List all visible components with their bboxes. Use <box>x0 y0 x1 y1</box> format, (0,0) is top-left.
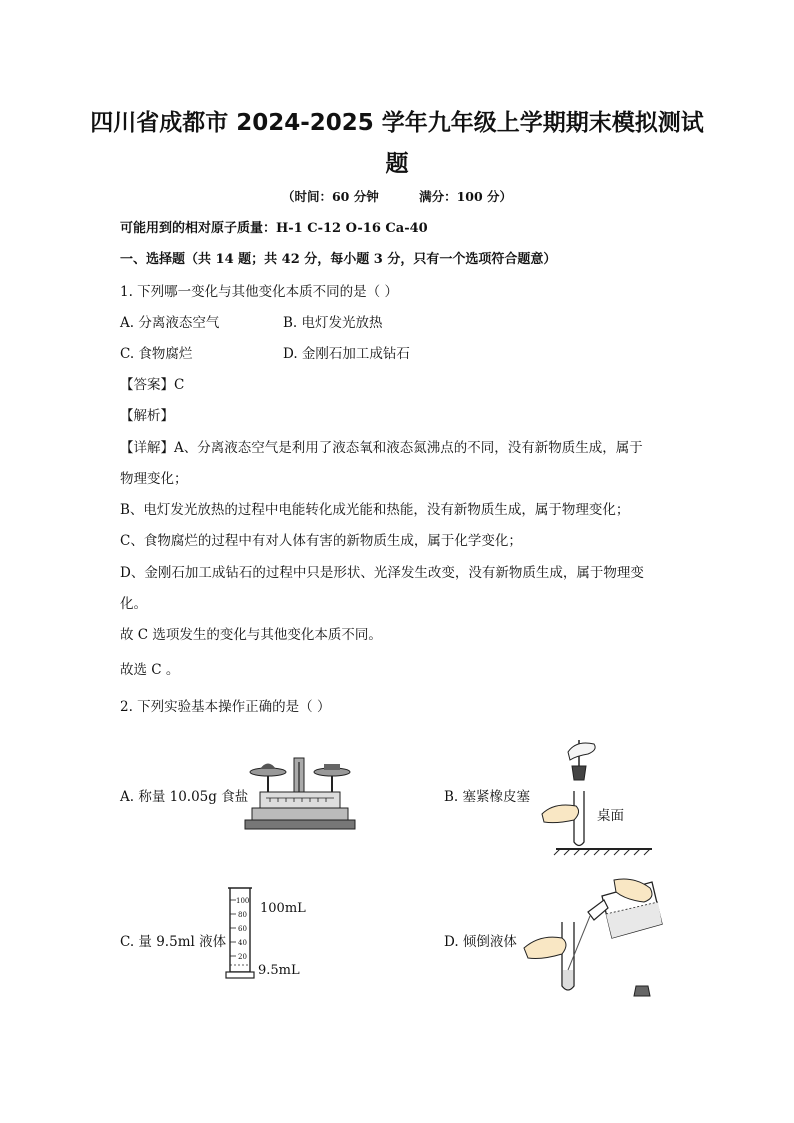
section-heading: 一、选择题（共 14 题；共 42 分，每小题 3 分，只有一个选项符合题意） <box>120 252 557 267</box>
desk-label: 桌面 <box>597 808 624 824</box>
q1-detail-1: 【详解】A、分离液态空气是利用了液态氧和液态氮沸点的不同，没有新物质生成，属于 <box>120 440 643 456</box>
pouring-liquid-illustration <box>522 874 667 1002</box>
cyl-tick-60: 60 <box>238 925 247 933</box>
cyl-tick-80: 80 <box>238 911 247 919</box>
q1-option-d: D. 金刚石加工成钻石 <box>283 346 410 362</box>
score-info: 满分：100 分） <box>419 189 513 204</box>
q2-stem: 2. 下列实验基本操作正确的是（ ） <box>120 699 331 715</box>
q2-option-d: D. 倾倒液体 <box>444 934 517 950</box>
exam-title-line1: 四川省成都市 2024-2025 学年九年级上学期期末模拟测试 <box>90 110 704 136</box>
cyl-tick-40: 40 <box>238 939 247 947</box>
q1-detail-4: C、食物腐烂的过程中有对人体有害的新物质生成，属于化学变化； <box>120 533 522 549</box>
q1-detail-6: 化。 <box>120 596 147 612</box>
cyl-tick-100: 100 <box>236 897 250 905</box>
time-info: （时间：60 分钟 <box>281 189 379 204</box>
exam-title-line2: 题 <box>385 151 409 177</box>
stopper-tube-illustration <box>540 736 660 856</box>
atomic-mass-line: 可能用到的相对原子质量：H-1 C-12 O-16 Ca-40 <box>120 221 428 236</box>
q1-detail-3: B、电灯发光放热的过程中电能转化成光能和热能，没有新物质生成，属于物理变化； <box>120 502 630 518</box>
q1-option-a: A. 分离液态空气 <box>120 315 220 331</box>
balance-scale-illustration <box>240 752 360 832</box>
q1-analysis-label: 【解析】 <box>120 408 174 424</box>
cyl-tick-20: 20 <box>238 953 247 961</box>
q1-detail-2: 物理变化； <box>120 471 188 487</box>
cylinder-bottom-label: 9.5mL <box>258 963 300 978</box>
q1-option-b: B. 电灯发光放热 <box>283 315 383 331</box>
q1-answer: 【答案】C <box>120 377 185 393</box>
q2-option-b: B. 塞紧橡皮塞 <box>444 789 531 805</box>
exam-info <box>0 187 794 205</box>
q1-detail-8: 故选 C 。 <box>120 662 180 678</box>
q2-option-c: C. 量 9.5ml 液体 <box>120 934 227 950</box>
cylinder-top-label: 100mL <box>260 901 306 916</box>
q1-option-c: C. 食物腐烂 <box>120 346 193 362</box>
q2-option-a: A. 称量 10.05g 食盐 <box>120 789 249 805</box>
q1-detail-7: 故 C 选项发生的变化与其他变化本质不同。 <box>120 627 382 643</box>
q1-detail-5: D、金刚石加工成钻石的过程中只是形状、光泽发生改变，没有新物质生成，属于物理变 <box>120 565 644 581</box>
q1-stem: 1. 下列哪一变化与其他变化本质不同的是（ ） <box>120 284 398 300</box>
